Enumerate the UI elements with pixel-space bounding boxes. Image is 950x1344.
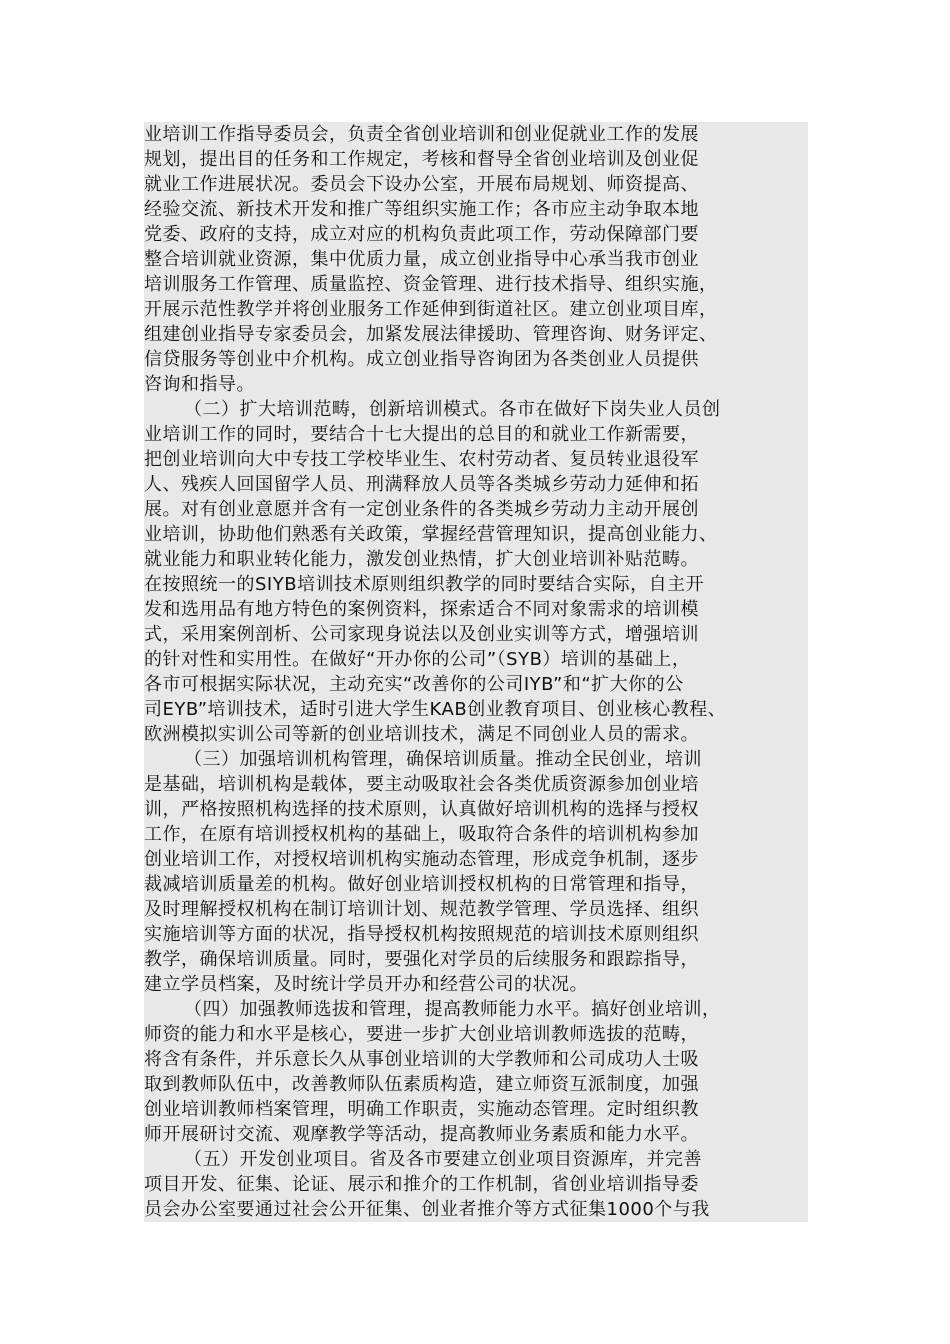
text-line: 信贷服务等创业中介机构。成立创业指导咨询团为各类创业人员提供 xyxy=(144,349,699,370)
text-line: 经验交流、新技术开发和推广等组织实施工作；各市应主动争取本地 xyxy=(144,199,699,220)
text-line: 员会办公室要通过社会公开征集、创业者推介等方式征集1000个与我 xyxy=(144,1199,710,1220)
text-line: 师资的能力和水平是核心，要进一步扩大创业培训教师选拔的范畴， xyxy=(144,1024,699,1045)
text-line: 业培训工作的同时，要结合十七大提出的总目的和就业工作新需要， xyxy=(144,424,699,445)
text-line: 式，采用案例剖析、公司家现身说法以及创业实训等方式，增强培训 xyxy=(144,624,699,645)
text-line: 组建创业指导专家委员会，加紧发展法律援助、管理咨询、财务评定、 xyxy=(144,324,718,345)
text-line: 训，严格按照机构选择的技术原则，认真做好培训机构的选择与授权 xyxy=(144,799,699,820)
body-text xyxy=(144,122,808,1222)
paragraph-start-line: （五）开发创业项目。省及各市要建立创业项目资源库，并完善 xyxy=(184,1149,702,1170)
text-line: 在按照统一的SIYB培训技术原则组织教学的同时要结合实际，自主开 xyxy=(144,574,705,595)
text-line: 规划，提出目的任务和工作规定，考核和督导全省创业培训及创业促 xyxy=(144,149,699,170)
text-line: 培训服务工作管理、质量监控、资金管理、进行技术指导、组织实施， xyxy=(144,274,718,295)
text-line: 欧洲模拟实训公司等新的创业培训技术，满足不同创业人员的需求。 xyxy=(144,724,699,745)
text-line: 咨询和指导。 xyxy=(144,374,255,395)
text-line: 发和选用品有地方特色的案例资料，探索适合不同对象需求的培训模 xyxy=(144,599,699,620)
text-line: 取到教师队伍中，改善教师队伍素质构造，建立师资互派制度，加强 xyxy=(144,1074,699,1095)
text-line: 的针对性和实用性。在做好“开办你的公司”（SYB）培训的基础上， xyxy=(144,649,691,670)
text-line: 裁减培训质量差的机构。做好创业培训授权机构的日常管理和指导， xyxy=(144,874,699,895)
text-line: 就业工作进展状况。委员会下设办公室，开展布局规划、师资提高、 xyxy=(144,174,699,195)
text-line: 业培训，协助他们熟悉有关政策，掌握经营管理知识，提高创业能力、 xyxy=(144,524,718,545)
text-line: 是基础，培训机构是载体，要主动吸取社会各类优质资源参加创业培 xyxy=(144,774,699,795)
text-line: 创业培训教师档案管理，明确工作职责，实施动态管理。定时组织教 xyxy=(144,1099,699,1120)
text-line: 将含有条件，并乐意长久从事创业培训的大学教师和公司成功人士吸 xyxy=(144,1049,699,1070)
paragraph-start-line: （四）加强教师选拔和管理，提高教师能力水平。搞好创业培训， xyxy=(184,999,721,1020)
text-line: 师开展研讨交流、观摩教学等活动，提高教师业务素质和能力水平。 xyxy=(144,1124,699,1145)
text-line: 实施培训等方面的状况，指导授权机构按照规范的培训技术原则组织 xyxy=(144,924,699,945)
text-line: 展。对有创业意愿并含有一定创业条件的各类城乡劳动力主动开展创 xyxy=(144,499,699,520)
text-line: 各市可根据实际状况，主动充实“改善你的公司IYB”和“扩大你的公 xyxy=(144,674,684,695)
paragraph-start-line: （二）扩大培训范畴，创新培训模式。各市在做好下岗失业人员创 xyxy=(184,399,721,420)
text-line: 工作，在原有培训授权机构的基础上，吸取符合条件的培训机构参加 xyxy=(144,824,699,845)
text-line: 就业能力和职业转化能力，激发创业热情，扩大创业培训补贴范畴。 xyxy=(144,549,699,570)
text-line: 党委、政府的支持，成立对应的机构负责此项工作，劳动保障部门要 xyxy=(144,224,699,245)
text-line: 业培训工作指导委员会，负责全省创业培训和创业促就业工作的发展 xyxy=(144,124,699,145)
text-line: 建立学员档案，及时统计学员开办和经营公司的状况。 xyxy=(144,974,588,995)
text-line: 创业培训工作，对授权培训机构实施动态管理，形成竞争机制，逐步 xyxy=(144,849,699,870)
text-line: 开展示范性教学并将创业服务工作延伸到街道社区。建立创业项目库， xyxy=(144,299,718,320)
text-line: 司EYB”培训技术，适时引进大学生KAB创业教育项目、创业核心教程、 xyxy=(144,699,727,720)
text-line: 整合培训就业资源，集中优质力量，成立创业指导中心承当我市创业 xyxy=(144,249,699,270)
text-line: 人、残疾人回国留学人员、刑满释放人员等各类城乡劳动力延伸和拓 xyxy=(144,474,699,495)
text-line: 及时理解授权机构在制订培训计划、规范教学管理、学员选择、组织 xyxy=(144,899,699,920)
text-line: 把创业培训向大中专技工学校毕业生、农村劳动者、复员转业退役军 xyxy=(144,449,699,470)
text-line: 教学，确保培训质量。同时，要强化对学员的后续服务和跟踪指导， xyxy=(144,949,699,970)
paragraph-start-line: （三）加强培训机构管理，确保培训质量。推动全民创业，培训 xyxy=(184,749,702,770)
text-line: 项目开发、征集、论证、展示和推介的工作机制，省创业培训指导委 xyxy=(144,1174,699,1195)
